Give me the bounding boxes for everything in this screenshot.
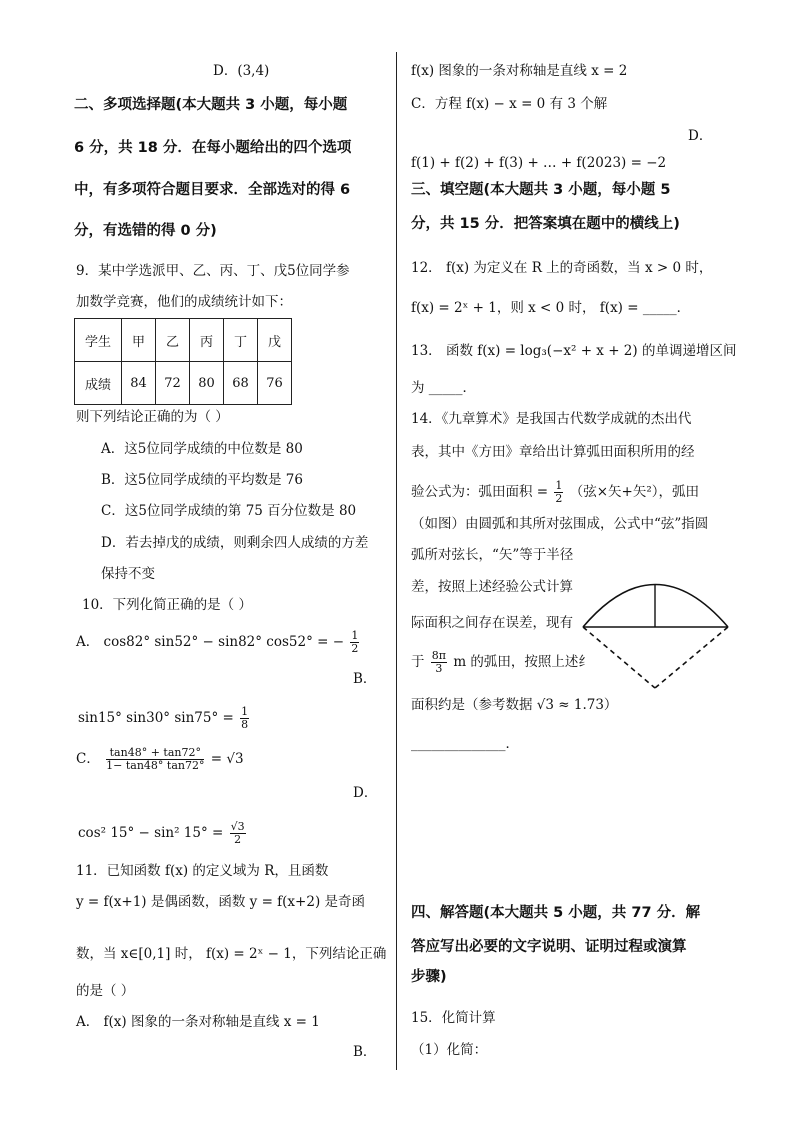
question-13-line: 为 _____． [411,380,477,396]
column-divider [396,52,397,1070]
question-10: 10．下列化简正确的是（ ） [82,597,252,613]
section-heading-line: 答应写出必要的文字说明、证明过程或演算 [411,939,687,955]
question-12-line: f(x) = 2ˣ + 1，则 x < 0 时， f(x) = _____． [411,300,691,316]
table-row [75,362,292,405]
section-heading: 二、多项选择题(本大题共 3 小题，每小题 [74,97,348,113]
option-d-label: D． [353,785,378,801]
question-14-line: 差，按照上述经验公式计算 [411,579,573,595]
option-a: A．这5位同学成绩的中位数是 80 [101,441,303,457]
question-14-formula [411,480,699,505]
question-14: 14．《九章算术》是我国古代数学成就的杰出代 [411,411,692,427]
fraction: $\frac{√3}{2}$ [230,820,245,846]
option-d: f(1) + f(2) + f(3) + … + f(2023) = −2 [411,155,667,171]
option-d-cont: 保持不变 [101,566,155,582]
option-b: f(x) 图象的一条对称轴是直线 x = 2 [411,63,628,79]
question-14-line [411,650,592,675]
question-14-line: 表，其中《方田》章给出计算弧田面积所用的经 [411,444,695,460]
text-pre: 于 [411,654,425,670]
question-14-line: （如图）由圆弧和其所对弦围成，公式中“弦”指圆 [411,516,709,532]
option-b [78,706,251,731]
question-14-line: 际面积之间存在误差，现有 [411,615,573,631]
table-row [75,319,292,362]
table-cell: 甲 [122,319,156,362]
table-cell: 学生 [75,319,122,362]
table-cell: 80 [190,362,224,405]
table-cell: 丙 [190,319,224,362]
table-cell: 84 [122,362,156,405]
fraction: $\frac{\tan 48^\circ + \tan 72^\circ}{1- \tan 48^\circ \tan 72^\circ}$ [106,746,205,772]
question-14-line: 弧所对弦长，“矢”等于半径 [411,547,574,563]
question-11-line: 的是（ ） [76,983,135,999]
option-d-text: cos² 15° − sin² 15° = [78,825,224,841]
section-heading: 四、解答题(本大题共 5 小题，共 77 分．解 [411,905,701,921]
table-cell: 72 [156,362,190,405]
table-cell: 76 [258,362,292,405]
option-d: D．(3,4) [213,63,270,79]
fraction: $\frac{1}{2}$ [555,479,563,505]
section-heading-line: 分，共 15 分．把答案填在题中的横线上) [411,216,680,232]
question-9-prompt: 则下列结论正确的为（ ） [76,409,229,425]
question-15: 15．化简计算 [411,1010,496,1026]
table-cell: 乙 [156,319,190,362]
section-heading-line: 分，有选错的得 0 分) [74,223,217,239]
question-9-line: 加数学竞赛，他们的成绩统计如下： [76,294,292,310]
question-15-part-1: （1）化简： [411,1042,488,1058]
table-cell: 丁 [224,319,258,362]
option-b-label: B． [353,1044,377,1060]
question-11-line: 数，当 x∈[0,1] 时， f(x) = 2ˣ − 1，下列结论正确 [76,946,387,962]
option-c: C．方程 f(x) − x = 0 有 3 个解 [411,96,608,112]
answer-blank: ______________． [411,736,519,752]
question-11-line: y = f(x+1) 是偶函数，函数 y = f(x+2) 是奇函 [76,894,366,910]
table-cell: 成绩 [75,362,122,405]
option-b-text: sin15° sin30° sin75° = [78,710,234,726]
fraction: $\frac{8\pi}{3}$ [431,649,447,675]
option-b-label: B． [353,671,377,687]
formula-post: （弦×矢+矢²），弧田 [569,484,699,500]
section-heading-line: 6 分，共 18 分．在每小题给出的四个选项 [74,140,352,156]
option-c-rhs: = √3 [210,751,244,767]
fraction: $\frac{1}{2}$ [351,629,359,655]
table-cell: 68 [224,362,258,405]
option-a-text: A． cos82° sin52° − sin82° cos52° = − [76,634,345,650]
section-heading-line: 步骤) [411,969,447,985]
option-d-label: D． [688,128,713,144]
question-12: 12． f(x) 为定义在 R 上的奇函数，当 x > 0 时， [411,260,713,276]
option-a: A． f(x) 图象的一条对称轴是直线 x = 1 [76,1014,320,1030]
question-14-line: 面积约是（参考数据 √3 ≈ 1.73） [411,697,618,713]
option-c: C．这5位同学成绩的第 75 百分位数是 80 [101,503,357,519]
table-cell: 戊 [258,319,292,362]
question-11: 11．已知函数 f(x) 的定义域为 R，且函数 [76,863,329,879]
option-a [76,630,361,655]
question-13: 13． 函数 f(x) = log₃(−x² + x + 2) 的单调递增区间 [411,343,737,359]
section-heading: 三、填空题(本大题共 3 小题，每小题 5 [411,182,671,198]
option-d [78,821,248,846]
formula-pre: 验公式为：弧田面积 = [411,484,549,500]
option-b: B．这5位同学成绩的平均数是 76 [101,472,303,488]
arc-field-diagram [580,570,740,690]
fraction: $\frac{1}{8}$ [241,705,249,731]
option-c-label: C． [76,751,100,767]
option-c [76,747,244,772]
option-d: D．若去掉戊的成绩，则剩余四人成绩的方差 [101,535,369,551]
question-9: 9．某中学选派甲、乙、丙、丁、戊5位同学参 [76,263,350,279]
section-heading-line: 中，有多项符合题目要求．全部选对的得 6 [74,182,351,198]
score-table [74,318,292,405]
text-post: m 的弧田，按照上述纟 [453,654,592,670]
